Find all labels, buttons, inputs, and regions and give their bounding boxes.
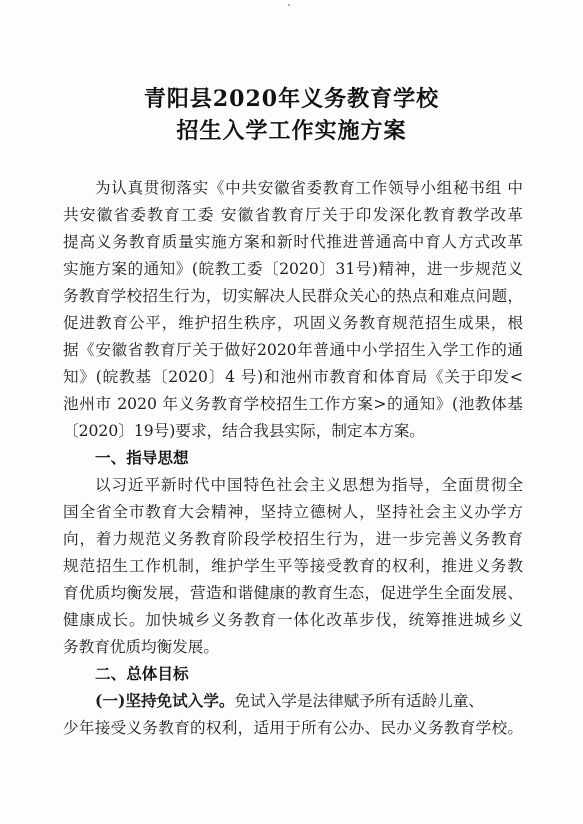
section1-line: 规范招生工作机制，维护学生平等接受教育的权利，推进义务教 (63, 557, 523, 575)
item1-line-2: 少年接受义务教育的权利，适用于所有公办、民办义务教育学校。 (63, 719, 523, 737)
document-title-line-2: 招生入学工作实施方案 (176, 118, 407, 144)
intro-line: 促进教育公平，维护招生秩序，巩固义务教育规范招生成果，根 (63, 314, 523, 332)
intro-line: 知》(皖教基〔2020〕4 号)和池州市教育和体育局《关于印发< (63, 368, 523, 386)
item1-line (95, 691, 523, 711)
section1-line: 育优质均衡发展，营造和谐健康的教育生态，促进学生全面发展、 (63, 584, 523, 602)
item1-lead: (一)坚持免试入学。 (95, 691, 235, 710)
item1-rest: 免试入学是法律赋予所有适龄儿童、 (234, 692, 485, 710)
intro-line: 〔2020〕19号)要求，结合我县实际，制定本方案。 (63, 422, 425, 440)
intro-line: 务教育学校招生行为，切实解决人民群众关心的热点和难点问题， (63, 287, 523, 305)
document-title-line-1: 青阳县2020年义务教育学校 (143, 86, 440, 112)
intro-line: 据《安徽省教育厅关于做好2020年普通中小学招生入学工作的通 (63, 341, 523, 359)
intro-line: 共安徽省委教育工委 安徽省教育厅关于印发深化教育教学改革 (63, 206, 523, 224)
intro-line: 提高义务教育质量实施方案和新时代推进普通高中育人方式改革 (63, 233, 523, 251)
section1-line: 务教育优质均衡发展。 (63, 638, 219, 656)
intro-line: 池州市 2020 年义务教育学校招生工作方案>的通知》(池教体基 (63, 395, 523, 413)
intro-line: 实施方案的通知》(皖教工委〔2020〕31号)精神，进一步规范义 (63, 260, 523, 278)
section1-line: 国全省全市教育大会精神，坚持立德树人，坚持社会主义办学方 (63, 503, 523, 521)
section-heading-guiding-ideology: 一、指导思想 (95, 448, 189, 467)
section1-line: 健康成长。加快城乡义务教育一体化改革步伐，统筹推进城乡义 (63, 611, 523, 629)
scan-speck (288, 4, 290, 6)
section-heading-overall-goals: 二、总体目标 (95, 664, 189, 683)
section1-line: 向，着力规范义务教育阶段学校招生行为，进一步完善义务教育 (63, 530, 523, 548)
section1-line: 以习近平新时代中国特色社会主义思想为指导，全面贯彻全 (95, 476, 523, 494)
intro-line: 为认真贯彻落实《中共安徽省委教育工作领导小组秘书组 中 (95, 179, 523, 197)
